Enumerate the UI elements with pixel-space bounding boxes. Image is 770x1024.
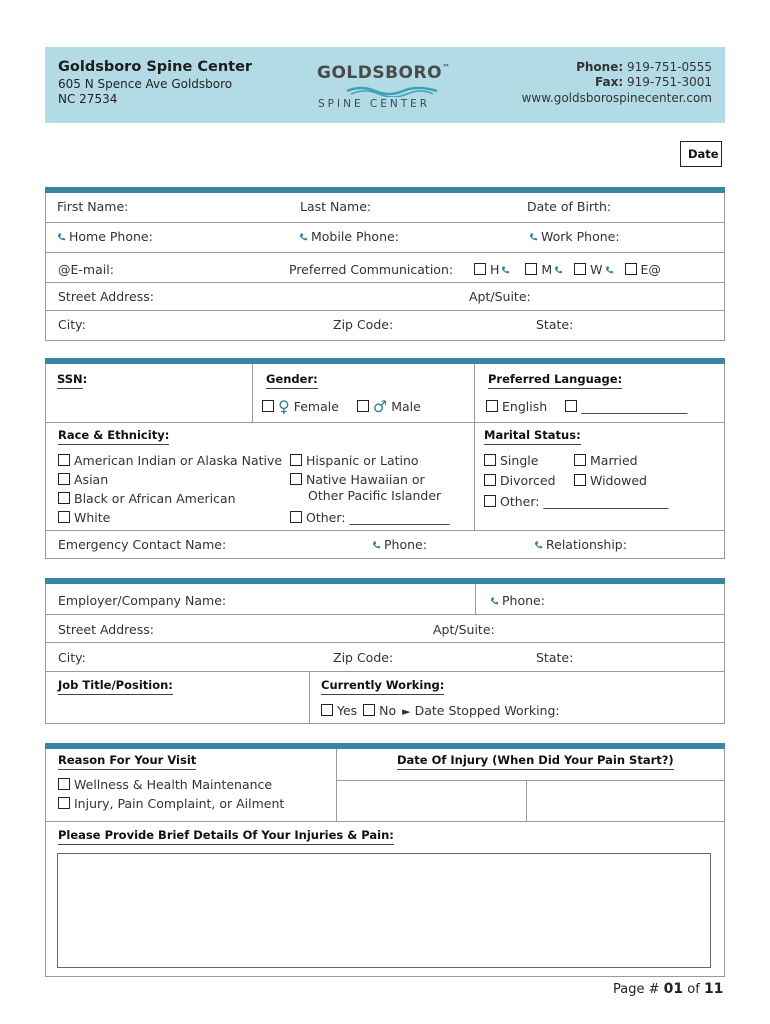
employer-phone-label: Phone: (502, 593, 545, 608)
race-other-label: Other: ________________ (306, 510, 450, 525)
race-checkbox[interactable] (58, 454, 70, 466)
ssn-field[interactable] (57, 372, 88, 389)
race-checkbox[interactable] (58, 492, 70, 504)
male-label: Male (391, 399, 421, 414)
other-language-checkbox[interactable] (565, 400, 577, 412)
working-no-label: No (379, 703, 397, 718)
phone-icon (554, 263, 563, 273)
date-of-injury-label: Date Of Injury (When Did Your Pain Start?) (397, 753, 674, 770)
logo-wave-icon (345, 85, 439, 97)
zip-code-field[interactable]: Zip Code: (333, 317, 394, 332)
apt-suite-field[interactable]: Apt/Suite: (469, 289, 531, 304)
race-option-label: Native Hawaiian or (306, 472, 425, 487)
marital-status-title (484, 428, 581, 442)
home-phone-label: Home Phone: (69, 229, 153, 244)
date-of-injury-title (397, 753, 674, 767)
race-option-label: White (74, 510, 111, 525)
female-checkbox[interactable] (262, 400, 274, 412)
working-options (321, 703, 560, 718)
work-phone-label: Work Phone: (541, 229, 620, 244)
relationship-label: Relationship: (546, 537, 627, 552)
reason-checkbox[interactable] (58, 778, 70, 790)
comm-work-checkbox[interactable] (574, 263, 586, 275)
race-option-label: Black or African American (74, 491, 236, 506)
employment-section (45, 584, 725, 724)
race-checkbox[interactable] (58, 473, 70, 485)
working-yes-label: Yes (337, 703, 358, 718)
date-label: Date (688, 147, 719, 161)
currently-working-label: Currently Working: (321, 678, 444, 695)
marital-checkbox[interactable] (484, 454, 496, 466)
logo-tm: ™ (442, 63, 451, 72)
female-label: Female (293, 399, 339, 414)
race-option-label: Hispanic or Latino (306, 453, 419, 468)
preferred-communication-label: Preferred Communication: (289, 262, 454, 277)
working-yes-checkbox[interactable] (321, 704, 333, 716)
emergency-contact-name-field[interactable]: Emergency Contact Name: (58, 537, 227, 552)
street-address-field[interactable]: Street Address: (58, 289, 154, 304)
arrow-right-icon: ► (402, 705, 411, 718)
race-option[interactable] (58, 453, 282, 468)
marital-option-label: Married (590, 453, 638, 468)
reason-for-visit-title (58, 753, 196, 767)
city-field[interactable]: City: (58, 317, 86, 332)
phone-icon (534, 538, 543, 548)
comm-home-label: H (490, 262, 500, 277)
clinic-fax: 919-751-3001 (626, 75, 712, 89)
marital-option[interactable] (574, 473, 647, 488)
race-option-label: American Indian or Alaska Native (74, 453, 283, 468)
ssn-label: SSN: (57, 372, 83, 389)
personal-info-section (45, 193, 725, 341)
fax-line (595, 75, 712, 89)
phone-icon (299, 230, 308, 240)
comm-options (474, 262, 661, 277)
logo-wordmark (317, 63, 451, 83)
marital-option-label: Single (500, 453, 539, 468)
page-current: 01 (663, 981, 684, 997)
page-number (613, 981, 723, 997)
clinic-address-line1: 605 N Spence Ave Goldsboro (58, 77, 233, 91)
currently-working-title (321, 678, 444, 692)
page-of: of (687, 982, 700, 997)
clinic-website: www.goldsborospinecenter.com (521, 91, 712, 105)
employer-phone-field[interactable] (490, 593, 545, 608)
preferred-language-title (488, 372, 622, 386)
injury-date-field-2[interactable] (527, 781, 725, 821)
female-icon: ♀ (278, 397, 290, 416)
phone-icon (372, 538, 381, 548)
phone-icon (490, 594, 499, 604)
working-no-checkbox[interactable] (363, 704, 375, 716)
race-ethnicity-label: Race & Ethnicity: (58, 428, 169, 445)
injury-details-label: Please Provide Brief Details Of Your Injuries & Pain: (58, 828, 394, 845)
phone-icon (57, 230, 66, 240)
clinic-name: Goldsboro Spine Center (58, 59, 253, 75)
male-icon: ♂ (372, 397, 388, 416)
mobile-phone-field[interactable] (299, 229, 399, 244)
phone-label: Phone: (576, 60, 624, 74)
state-field[interactable]: State: (536, 317, 574, 332)
marital-checkbox[interactable] (484, 474, 496, 486)
job-title-label: Job Title/Position: (58, 678, 173, 695)
race-option-label: Asian (74, 472, 109, 487)
clinic-phone: 919-751-0555 (626, 60, 712, 74)
employer-city-field[interactable]: City: (58, 650, 86, 665)
injury-date-field-1[interactable] (337, 781, 526, 821)
gender-label: Gender: (266, 372, 318, 389)
injury-details-textarea[interactable] (57, 853, 711, 968)
marital-other-option[interactable] (484, 494, 668, 509)
emergency-phone-label: Phone: (384, 537, 427, 552)
race-checkbox[interactable] (290, 454, 302, 466)
letterhead (45, 47, 725, 123)
gender-options (262, 397, 421, 416)
comm-email-label: E@ (640, 262, 661, 277)
marital-option[interactable] (484, 473, 556, 488)
reason-option[interactable] (58, 777, 272, 792)
work-phone-field[interactable] (529, 229, 620, 244)
phone-line (576, 60, 712, 74)
reason-for-visit-label: Reason For Your Visit (58, 753, 196, 770)
last-name-field[interactable]: Last Name: (300, 199, 372, 214)
employer-street-field[interactable]: Street Address: (58, 622, 154, 637)
race-ethnicity-title (58, 428, 169, 442)
phone-icon (529, 230, 538, 240)
marital-status-label: Marital Status: (484, 428, 581, 445)
marital-option-label: Widowed (590, 473, 647, 488)
job-title-field[interactable] (58, 678, 173, 692)
page-prefix: Page # (613, 982, 660, 997)
demographics-section (45, 364, 725, 559)
marital-option[interactable] (484, 453, 538, 468)
marital-checkbox[interactable] (574, 454, 586, 466)
race-checkbox[interactable] (290, 473, 302, 485)
race-option[interactable] (58, 472, 108, 487)
comm-mobile-checkbox[interactable] (525, 263, 537, 275)
email-field[interactable]: @E-mail: (58, 262, 114, 277)
marital-checkbox[interactable] (484, 495, 496, 507)
employer-name-field[interactable]: Employer/Company Name: (58, 593, 227, 608)
language-options (486, 399, 687, 414)
marital-other-label: Other: ____________________ (500, 494, 669, 509)
comm-work-label: W (590, 262, 603, 277)
comm-email-checkbox[interactable] (625, 263, 637, 275)
page-total: 11 (703, 981, 724, 997)
comm-mobile-label: M (541, 262, 553, 277)
race-option[interactable] (58, 510, 110, 525)
reason-checkbox[interactable] (58, 797, 70, 809)
marital-option[interactable] (574, 453, 638, 468)
reason-option-label: Wellness & Health Maintenance (74, 777, 273, 792)
male-checkbox[interactable] (357, 400, 369, 412)
preferred-language-label: Preferred Language: (488, 372, 622, 389)
reason-option[interactable] (58, 796, 284, 811)
first-name-field[interactable]: First Name: (57, 199, 129, 214)
race-checkbox[interactable] (290, 511, 302, 523)
employer-apt-field[interactable]: Apt/Suite: (433, 622, 495, 637)
date-box[interactable] (680, 141, 722, 167)
hawaiian-option-line2: Other Pacific Islander (308, 488, 442, 503)
race-checkbox[interactable] (58, 511, 70, 523)
logo-subtitle: SPINE CENTER (318, 98, 431, 110)
dob-field[interactable]: Date of Birth: (527, 199, 612, 214)
logo-word-goldsboro: GOLDSBORO (317, 63, 443, 83)
english-checkbox[interactable] (486, 400, 498, 412)
marital-option-label: Divorced (500, 473, 556, 488)
mobile-phone-label: Mobile Phone: (311, 229, 399, 244)
relationship-field[interactable] (534, 537, 627, 552)
fax-label: Fax: (595, 75, 624, 89)
employer-state-field[interactable]: State: (536, 650, 574, 665)
other-language-line[interactable]: _________________ (581, 399, 688, 414)
hispanic-option[interactable] (290, 453, 419, 468)
comm-home-checkbox[interactable] (474, 263, 486, 275)
date-stopped-working-field[interactable]: Date Stopped Working: (414, 703, 560, 718)
race-option[interactable] (58, 491, 236, 506)
marital-checkbox[interactable] (574, 474, 586, 486)
phone-icon (501, 263, 510, 273)
hawaiian-option[interactable] (290, 472, 425, 487)
injury-details-title (58, 828, 394, 842)
reason-option-label: Injury, Pain Complaint, or Ailment (74, 796, 285, 811)
english-label: English (502, 399, 548, 414)
emergency-phone-field[interactable] (372, 537, 427, 552)
employer-zip-field[interactable]: Zip Code: (333, 650, 394, 665)
home-phone-field[interactable] (57, 229, 153, 244)
gender-title (266, 372, 318, 386)
clinic-address-line2: NC 27534 (58, 92, 118, 106)
race-other-option[interactable] (290, 510, 449, 525)
phone-icon (605, 263, 614, 273)
